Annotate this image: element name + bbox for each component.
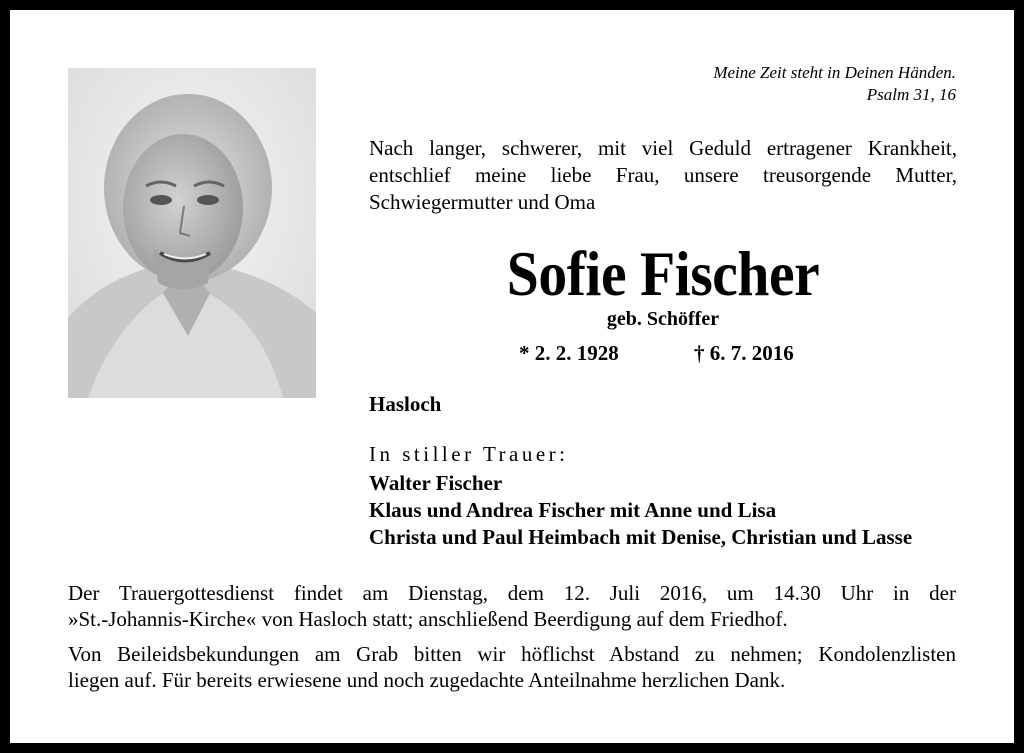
mourning-label: In stiller Trauer: — [369, 442, 569, 466]
notice-line: Von Beileidsbekundungen am Grab bitten wir höflichst Abstand zu nehmen; Kondolenzlisten — [68, 642, 956, 666]
birth-date: * 2. 2. 1928 — [519, 341, 619, 365]
place-name: Hasloch — [369, 392, 442, 416]
verse-text: Meine Zeit steht in Deinen Händen. — [713, 63, 956, 82]
notice-line: Der Trauergottesdienst findet am Dienstag, dem 12. Juli 2016, um 14.30 Uhr in der — [68, 581, 956, 605]
portrait-photo — [68, 68, 316, 398]
condolence-notice — [68, 641, 956, 693]
mourners-list — [369, 470, 912, 551]
notice-line: »St.-Johannis-Kirche« von Hasloch statt; anschließend Beerdigung auf dem Friedhof. — [68, 607, 788, 631]
maiden-name: geb. Schöffer — [606, 308, 720, 330]
verse-reference: Psalm 31, 16 — [866, 85, 956, 104]
death-date: † 6. 7. 2016 — [694, 341, 794, 365]
funeral-service-notice — [68, 580, 956, 632]
mourner-entry: Walter Fischer — [369, 471, 503, 495]
bible-verse — [713, 62, 956, 106]
notice-line: liegen auf. Für bereits erwiesene und noch zugedachte Anteilnahme herzlichen Dank. — [68, 668, 786, 692]
mourner-entry: Klaus und Andrea Fischer mit Anne und Lisa — [369, 498, 777, 522]
intro-line: Nach langer, schwerer, mit viel Geduld ertragener Krankheit, — [369, 136, 957, 160]
mourner-entry: Christa und Paul Heimbach mit Denise, Christian und Lasse — [369, 525, 913, 549]
deceased-name: Sofie Fischer — [506, 238, 820, 309]
intro-line: entschlief meine liebe Frau, unsere treusorgende Mutter, — [369, 163, 957, 187]
intro-text — [369, 135, 957, 216]
intro-line: Schwiegermutter und Oma — [369, 190, 596, 214]
